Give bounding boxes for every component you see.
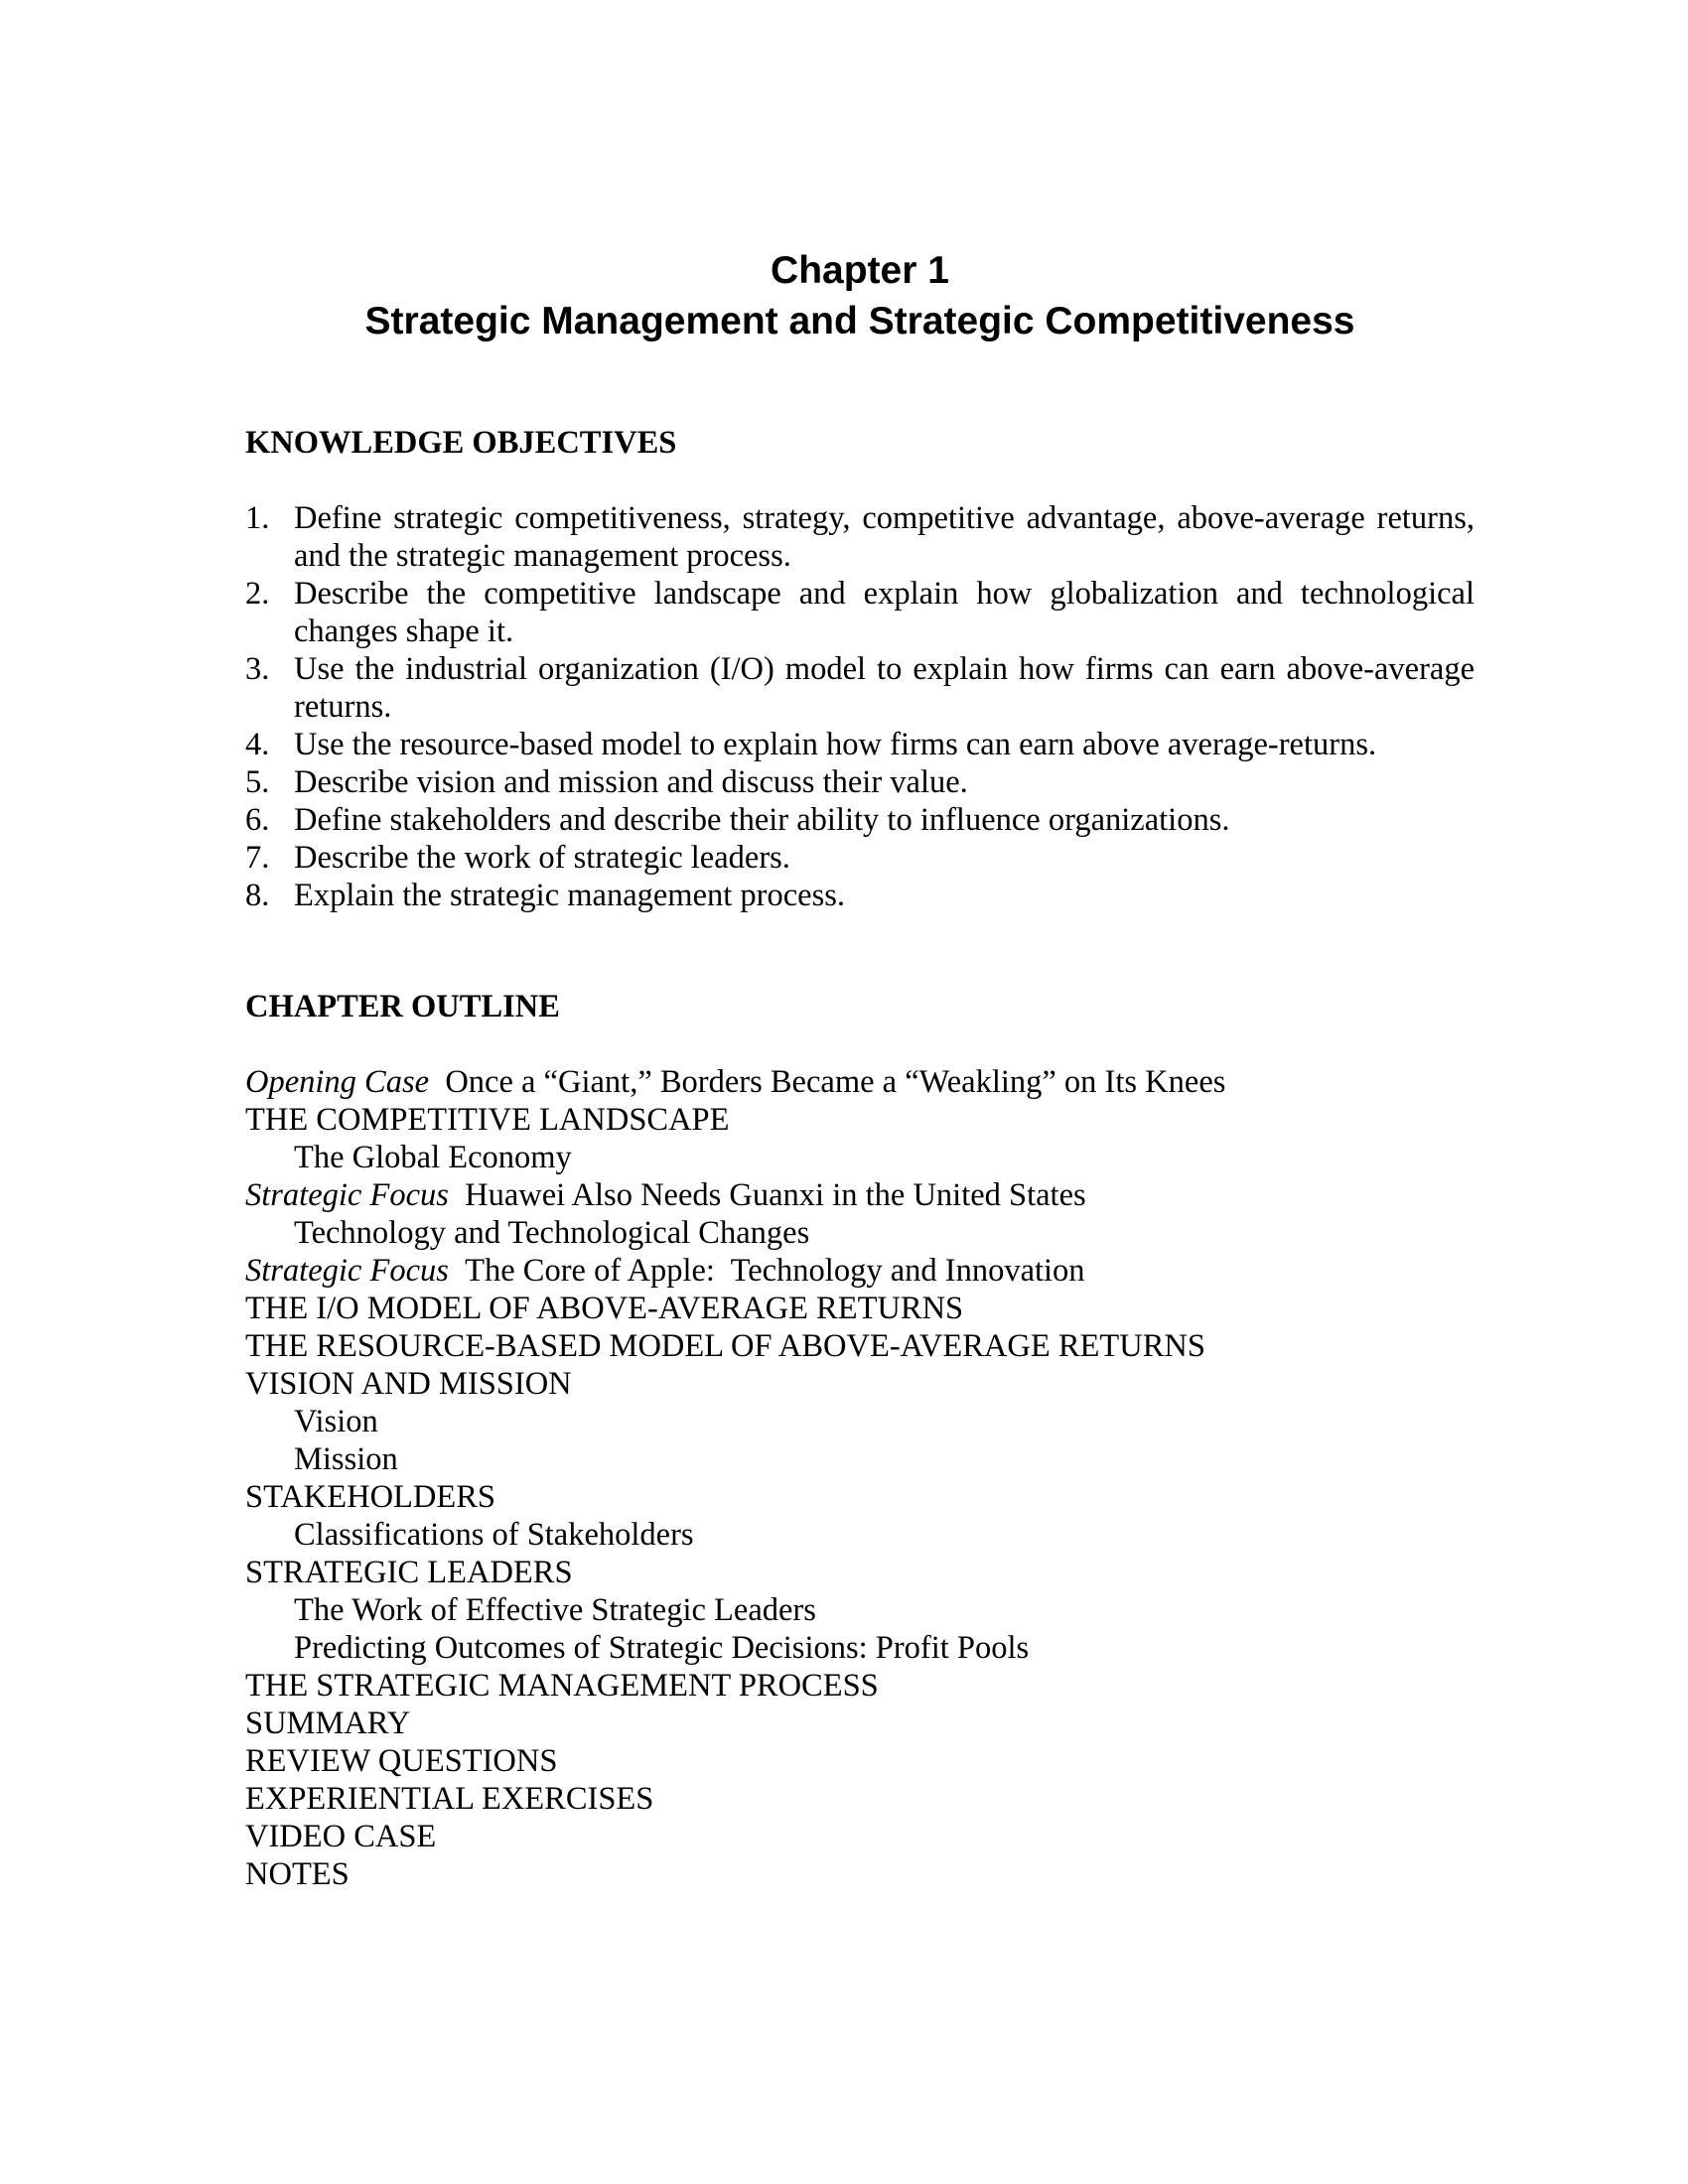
objective-text: Describe vision and mission and discuss their value.: [294, 764, 968, 800]
outline-item: [245, 1176, 1475, 1214]
outline-item-text: The Work of Effective Strategic Leaders: [294, 1592, 816, 1628]
outline-item: [245, 1440, 1475, 1478]
objective-number: 7.: [245, 840, 270, 876]
chapter-outline-heading: CHAPTER OUTLINE: [245, 989, 560, 1024]
outline-item-label: Strategic Focus: [245, 1177, 449, 1213]
objective-number: 6.: [245, 802, 270, 838]
outline-item: [245, 1629, 1475, 1667]
outline-item: [245, 1742, 1475, 1780]
outline-item-text: SUMMARY: [245, 1706, 411, 1741]
outline-item-text: THE STRATEGIC MANAGEMENT PROCESS: [245, 1668, 879, 1704]
outline-item: [245, 1591, 1475, 1629]
outline-item: [245, 1139, 1475, 1176]
outline-item: [245, 1516, 1475, 1554]
objective-text: Define stakeholders and describe their ability to influence organizations.: [294, 802, 1230, 838]
outline-item: [245, 1063, 1475, 1101]
objective-number: 3.: [245, 651, 270, 687]
outline-item-text: REVIEW QUESTIONS: [245, 1743, 558, 1779]
outline-item: [245, 1252, 1475, 1290]
outline-item-text: Mission: [294, 1441, 398, 1477]
objective-number: 8.: [245, 878, 270, 913]
outline-item: [245, 1780, 1475, 1818]
objective-text: Describe the work of strategic leaders.: [294, 840, 790, 876]
objective-text: Explain the strategic management process.: [294, 878, 846, 913]
objective-text: Describe the competitive landscape and explain how globalization and technological changes shape it.: [294, 576, 1475, 649]
objective-item: [245, 763, 1475, 801]
objective-item: [245, 650, 1475, 726]
objective-number: 5.: [245, 764, 270, 800]
outline-item-text: EXPERIENTIAL EXERCISES: [245, 1781, 654, 1817]
objective-number: 4.: [245, 727, 270, 762]
outline-item-text: Once a “Giant,” Borders Became a “Weakling” on Its Knees: [445, 1064, 1226, 1100]
outline-item: [245, 1403, 1475, 1440]
outline-item: [245, 1855, 1475, 1893]
outline-item: [245, 1667, 1475, 1705]
outline-item-text: Predicting Outcomes of Strategic Decisions: Profit Pools: [294, 1630, 1030, 1666]
outline-item: [245, 1327, 1475, 1365]
outline-item-text: THE RESOURCE-BASED MODEL OF ABOVE-AVERAGE RETURNS: [245, 1328, 1205, 1364]
outline-item: [245, 1478, 1475, 1516]
chapter-title: Strategic Management and Strategic Competitiveness: [364, 300, 1355, 342]
outline-item-text: STAKEHOLDERS: [245, 1479, 495, 1515]
objective-number: 1.: [245, 500, 270, 536]
objective-item: [245, 499, 1475, 575]
outline-item-label: Opening Case: [245, 1064, 430, 1100]
outline-item-text: VIDEO CASE: [245, 1819, 437, 1854]
objective-item: [245, 839, 1475, 877]
chapter-number: Chapter 1: [771, 249, 949, 292]
outline-item: [245, 1554, 1475, 1591]
outline-item: [245, 1214, 1475, 1252]
objective-item: [245, 877, 1475, 914]
outline-item-text: Classifications of Stakeholders: [294, 1517, 694, 1553]
outline-item-text: Vision: [294, 1404, 378, 1439]
outline-item: [245, 1365, 1475, 1403]
objective-item: [245, 575, 1475, 650]
outline-item-text: NOTES: [245, 1856, 350, 1892]
objective-text: Use the industrial organization (I/O) model to explain how firms can earn above-average returns.: [294, 651, 1475, 725]
outline-item-text: The Global Economy: [294, 1140, 572, 1175]
outline-item-text: The Core of Apple: Technology and Innovation: [465, 1253, 1085, 1289]
objective-number: 2.: [245, 576, 270, 612]
outline-item: [245, 1818, 1475, 1855]
objective-text: Define strategic competitiveness, strategy, competitive advantage, above-average returns, and the strategic management process.: [294, 500, 1475, 574]
outline-item-label: Strategic Focus: [245, 1253, 449, 1289]
objective-item: [245, 801, 1475, 839]
outline-item-text: VISION AND MISSION: [245, 1366, 572, 1402]
objective-item: [245, 726, 1475, 763]
outline-item: [245, 1101, 1475, 1139]
outline-item: [245, 1290, 1475, 1327]
chapter-outline: [245, 1063, 1475, 1893]
outline-item-text: Huawei Also Needs Guanxi in the United States: [465, 1177, 1086, 1213]
objectives-list: [245, 499, 1475, 914]
outline-item-text: THE I/O MODEL OF ABOVE-AVERAGE RETURNS: [245, 1291, 964, 1326]
outline-item-text: STRATEGIC LEADERS: [245, 1555, 573, 1590]
knowledge-objectives-heading: KNOWLEDGE OBJECTIVES: [245, 425, 677, 461]
outline-item: [245, 1705, 1475, 1742]
outline-item-text: Technology and Technological Changes: [294, 1215, 810, 1251]
objective-text: Use the resource-based model to explain how firms can earn above average-returns.: [294, 727, 1377, 762]
outline-item-text: THE COMPETITIVE LANDSCAPE: [245, 1102, 730, 1138]
